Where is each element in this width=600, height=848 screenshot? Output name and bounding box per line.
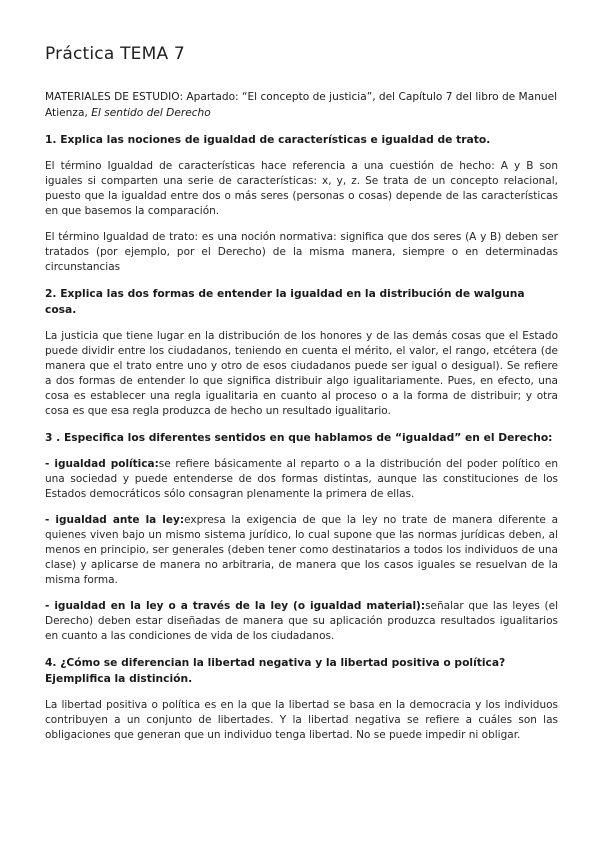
question-1-answer-paragraph-1: El término Igualdad de características hace referencia a una cuestión de hecho: A y B son iguales si comparten una serie de características: x, y, z. Se trata de un concepto relacional, puesto que la igualdad entre dos o más seres (personas o cosas) depende de las características en que basemos la comparación. (45, 160, 558, 217)
term-political-equality: - igualdad política: (45, 458, 159, 470)
term-material-equality: - igualdad en la ley o a través de la ley (o igualdad material): (45, 600, 426, 612)
question-3-heading: 3 . Especifica los diferentes sentidos en que hablamos de “igualdad” en el Derecho: (45, 431, 553, 444)
study-materials (45, 89, 558, 121)
term-equality-before-law: - igualdad ante la ley: (45, 514, 185, 526)
question-4-heading: 4. ¿Cómo se diferencian la libertad negativa y la libertad positiva o política? Ejemplifica la distinción. (45, 656, 506, 685)
document-page (45, 44, 558, 754)
definition-equality-before-law: expresa la exigencia de que la ley no trate de manera diferente a quienes viven bajo un mismo sistema jurídico, lo cual supone que las normas jurídicas deben, al menos en principio, ser generales (deben tener como destinatarios a todos los individuos de una clase) y aplicarse de manera no arbitraria, de manera que los casos iguales se resuelvan de la misma forma. (45, 514, 559, 586)
study-materials-text: MATERIALES DE ESTUDIO: Apartado: “El concepto de justicia”, del Capítulo 7 del libro de Manuel Atienza, (45, 91, 558, 119)
definition-political-equality: se refiere básicamente al reparto o a la distribución del poder político en una sociedad y puede entenderse de dos formas distintas, aunque las constituciones de los Estados democráticos sólo consagran plenamente la primera de ellas. (45, 458, 558, 500)
question-4-answer-paragraph: La libertad positiva o política es en la que la libertad se basa en la democracia y los individuos contribuyen a un conjunto de libertades. Y la libertad negativa se refiere a cuáles son las obligaciones que generan que un individuo tenga libertad. No se puede impedir ni obligar. (45, 699, 558, 741)
question-2-answer-paragraph: La justicia que tiene lugar en la distribución de los honores y de las demás cosas que el Estado puede dividir entre los ciudadanos, teniendo en cuenta el mérito, el valor, el rango, etcétera (de manera que el trato entre uno y otro de esos ciudadanos puede ser igual o desigual). Se refiere a dos formas de entender lo que significa distribuir algo igualitariamente. Pues, en efecto, una cosa es establecer una regla igualitaria en cuanto al proceso o a la forma de distribuir; y otra cosa es que esa regla produzca de hecho un resultado igualitario. (45, 330, 558, 417)
page-title: Práctica TEMA 7 (45, 44, 185, 64)
question-1-heading: 1. Explica las nociones de igualdad de características e igualdad de trato. (45, 133, 491, 146)
question-2-heading: 2. Explica las dos formas de entender la igualdad en la distribución de walguna cosa. (45, 287, 525, 316)
question-3-item-equality-before-law (45, 513, 558, 588)
question-3-item-material-equality (45, 599, 558, 644)
question-3-item-political-equality (45, 457, 558, 502)
definition-material-equality: señalar que las leyes (el Derecho) deben estar diseñadas de manera que su aplicación produzca resultados igualitarios en cuanto a las condiciones de vida de los ciudadanos. (45, 600, 558, 642)
book-title: El sentido del Derecho (91, 107, 211, 119)
question-1-answer-paragraph-2: El término Igualdad de trato: es una noción normativa: significa que dos seres (A y B) deben ser tratados (por ejemplo, por el Derecho) de la misma manera, siempre o en determinadas circunstancias (45, 231, 558, 273)
